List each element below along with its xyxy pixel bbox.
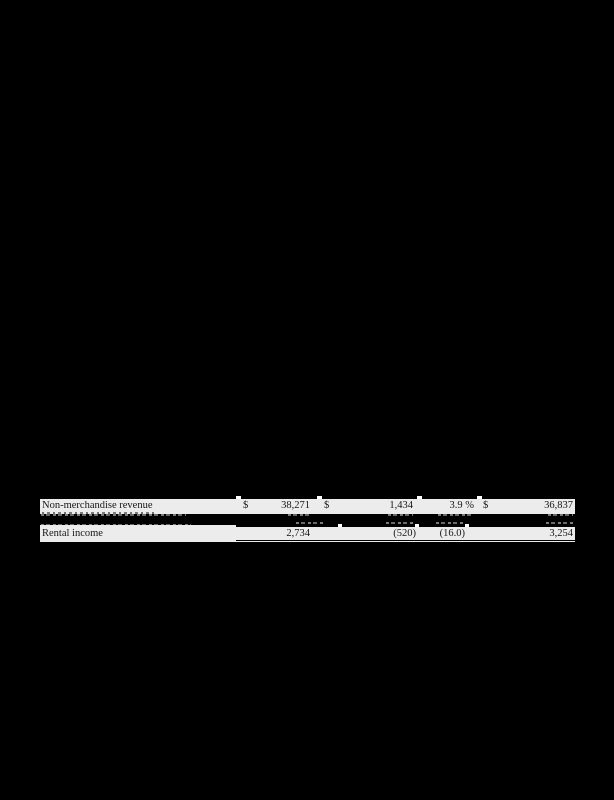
obscured-number-fragment: [438, 514, 473, 516]
amount-value: (16.0): [439, 527, 465, 539]
amount-cell: [322, 499, 417, 514]
table-rule: [236, 540, 575, 541]
obscured-number-fragment: [296, 522, 323, 525]
amount-value: 1,434: [389, 500, 413, 511]
currency-symbol: $: [243, 500, 249, 511]
obscured-text-fragment: [41, 514, 186, 516]
obscured-number-fragment: [548, 514, 573, 516]
obscured-number-fragment: [388, 514, 413, 516]
amount-cell: [482, 499, 575, 514]
table-row-non-merchandise-revenue: [40, 499, 575, 514]
amount-value: (520): [393, 527, 416, 539]
obscured-number-fragment: [386, 522, 414, 525]
amount-value: 36,837: [544, 500, 573, 511]
currency-symbol: $: [324, 500, 330, 511]
obscured-number-fragment: [436, 522, 463, 525]
amount-value: 3.9 %: [449, 500, 474, 511]
currency-symbol: $: [483, 500, 489, 511]
obscured-number-fragment: [546, 522, 573, 525]
amount-value: 2,734: [286, 527, 310, 539]
percent-cell: [422, 499, 477, 514]
obscured-number-fragment: [288, 514, 310, 516]
row-label: Rental income: [42, 527, 103, 539]
amount-value: 3,254: [549, 527, 573, 539]
amount-value: 38,271: [281, 500, 310, 511]
row-label: Non-merchandise revenue: [42, 500, 153, 511]
amount-cell: [241, 499, 317, 514]
